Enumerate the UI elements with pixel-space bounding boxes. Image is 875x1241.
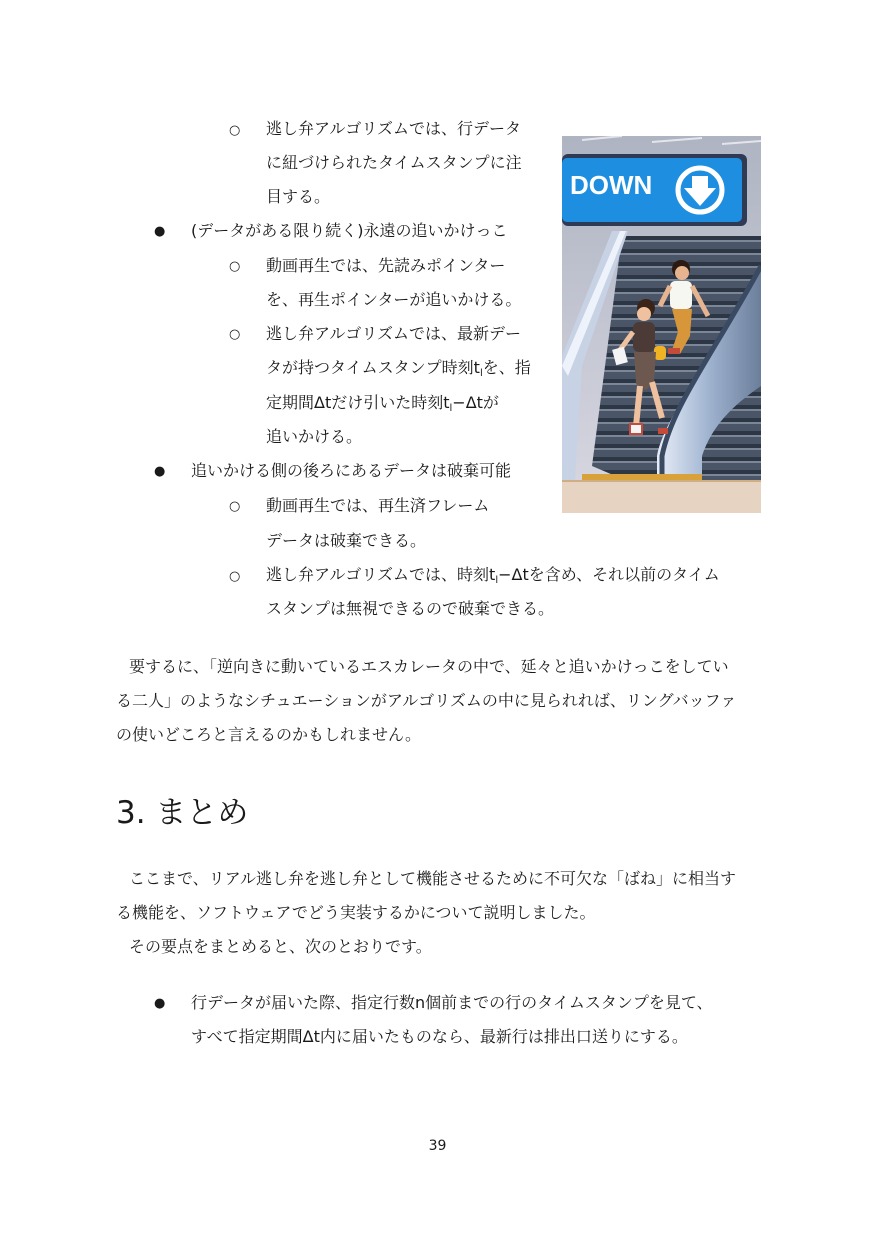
subscript: l: [449, 403, 453, 414]
text-segment: タが持つタイムスタンプ時刻t: [266, 358, 480, 377]
section-heading: 3. まとめ: [116, 795, 249, 831]
text-segment: 定期間Δtだけ引いた時刻t: [266, 393, 450, 412]
paragraph-line: その要点をまとめると、次のとおりです。: [129, 937, 432, 956]
list-marker: ○: [229, 569, 241, 584]
list-marker: ○: [229, 123, 241, 138]
text-segment: を、指: [482, 358, 531, 377]
escalator-illustration: [562, 136, 761, 513]
list-marker: ○: [229, 259, 241, 274]
list-text-line: 行データが届いた際、指定行数n個前までの行のタイムスタンプを見て、: [191, 993, 713, 1012]
page-number: 39: [428, 1138, 447, 1154]
list-text-line: すべて指定期間Δt内に届いたものなら、最新行は排出口送りにする。: [191, 1027, 688, 1046]
list-text-line: データは破棄できる。: [266, 531, 427, 550]
paragraph-line: 要するに、「逆向きに動いているエスカレータの中で、延々と追いかけっこをしてい: [129, 657, 729, 676]
paragraph-line: る機能を、ソフトウェアでどう実装するかについて説明しました。: [116, 903, 596, 922]
list-text-line: スタンプは無視できるので破棄できる。: [266, 599, 555, 618]
list-item-text: (データがある限り続く)永遠の追いかけっこ: [191, 221, 508, 240]
list-text-line: 動画再生では、先読みポインター: [266, 256, 506, 275]
list-text-line: 動画再生では、再生済フレーム: [266, 496, 490, 515]
list-marker: ●: [154, 224, 166, 239]
subscript: l: [479, 368, 483, 379]
list-text-line: 逃し弁アルゴリズムでは、行データ: [266, 119, 522, 138]
sign-text: DOWN: [570, 170, 653, 200]
list-text-line: を、再生ポインターが追いかける。: [266, 290, 522, 309]
paragraph-line: の使いどころと言えるのかもしれません。: [116, 725, 421, 744]
list-text-line: 追いかける。: [266, 427, 363, 446]
list-text-line: 目する。: [266, 187, 331, 206]
list-text-line: [266, 358, 531, 384]
list-text-line: 逃し弁アルゴリズムでは、最新デー: [266, 324, 522, 343]
text-segment: −Δtを含め、それ以前のタイム: [498, 565, 720, 584]
paragraph-line: る二人」のようなシチュエーションがアルゴリズムの中に見られれば、リングバッファ: [116, 691, 737, 710]
list-marker: ○: [229, 499, 241, 514]
list-marker: ●: [154, 464, 166, 479]
list-marker: ○: [229, 327, 241, 342]
list-text-line: [266, 565, 720, 591]
list-marker: ●: [154, 996, 166, 1011]
list-text-line: に紐づけられたタイムスタンプに注: [266, 153, 522, 172]
text-segment: −Δtが: [452, 393, 499, 412]
paragraph-line: ここまで、リアル逃し弁を逃し弁として機能させるために不可欠な「ばね」に相当す: [129, 869, 737, 888]
text-segment: 逃し弁アルゴリズムでは、時刻t: [266, 565, 496, 584]
list-item-text: 追いかける側の後ろにあるデータは破棄可能: [191, 461, 512, 480]
list-text-line: [266, 393, 499, 419]
subscript: l: [495, 575, 499, 586]
